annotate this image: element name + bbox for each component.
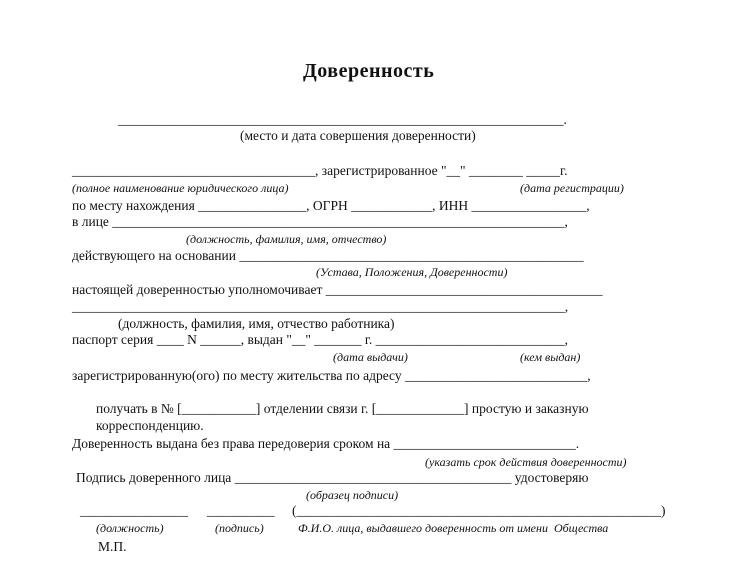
basis-hint: (Устава, Положения, Доверенности) <box>316 265 508 279</box>
validity-hint: (указать срок действия доверенности) <box>425 455 627 469</box>
registration-date-hint: (дата регистрации) <box>520 181 624 195</box>
issue-date-hint: (дата выдачи) <box>333 350 408 364</box>
fio-blank: (______________________________________________________) <box>292 503 666 518</box>
authorize-line: настоящей доверенностью уполномочивает _________________________________________ <box>72 282 603 297</box>
signature-hint: (образец подписи) <box>306 488 399 502</box>
basis-line: действующего на основании ___________________________________________________ <box>72 248 584 263</box>
location-line: по месту нахождения ________________, ОГРН ____________, ИНН _________________, <box>72 198 590 213</box>
organization-hint: (полное наименование юридического лица) <box>72 181 289 195</box>
employee-hint: (должность, фамилия, имя, отчество работника) <box>118 316 395 331</box>
blank-line: _________________________________________________________________________, <box>72 299 569 314</box>
place-date-hint: (место и дата совершения доверенности) <box>240 128 476 143</box>
organization-line: ____________________________________, зарегистрированное "__" ________ _____г. <box>72 163 568 178</box>
registered-address-line: зарегистрированную(ого) по месту жительства по адресу ___________________________, <box>72 368 591 383</box>
passport-line: паспорт серия ____ N ______, выдан "__" _______ г. ____________________________, <box>72 332 569 347</box>
person-hint: (должность, фамилия, имя, отчество) <box>186 232 387 246</box>
document-title: Доверенность <box>303 60 435 82</box>
signature-line: Подпись доверенного лица _________________________________________ удостоверяю <box>76 470 589 485</box>
issued-by-hint: (кем выдан) <box>520 350 581 364</box>
person-line: в лице ___________________________________________________________________, <box>72 214 568 229</box>
sign-hint: (подпись) <box>215 521 264 535</box>
fio-hint: Ф.И.О. лица, выдавшего доверенность от имени Общества <box>298 521 609 535</box>
stamp-place: М.П. <box>98 539 127 554</box>
position-blank: ________________ <box>80 503 188 518</box>
correspondence-line: корреспонденцию. <box>96 418 204 433</box>
validity-line: Доверенность выдана без права передоверия сроком на ___________________________. <box>72 436 580 451</box>
receive-mail-line: получать в № [___________] отделении связи г. [_____________] простую и заказную <box>96 401 589 416</box>
position-hint: (должность) <box>96 521 164 535</box>
place-date-blank: __________________________________________________________________. <box>118 112 567 127</box>
sign-blank: __________ <box>207 503 275 518</box>
